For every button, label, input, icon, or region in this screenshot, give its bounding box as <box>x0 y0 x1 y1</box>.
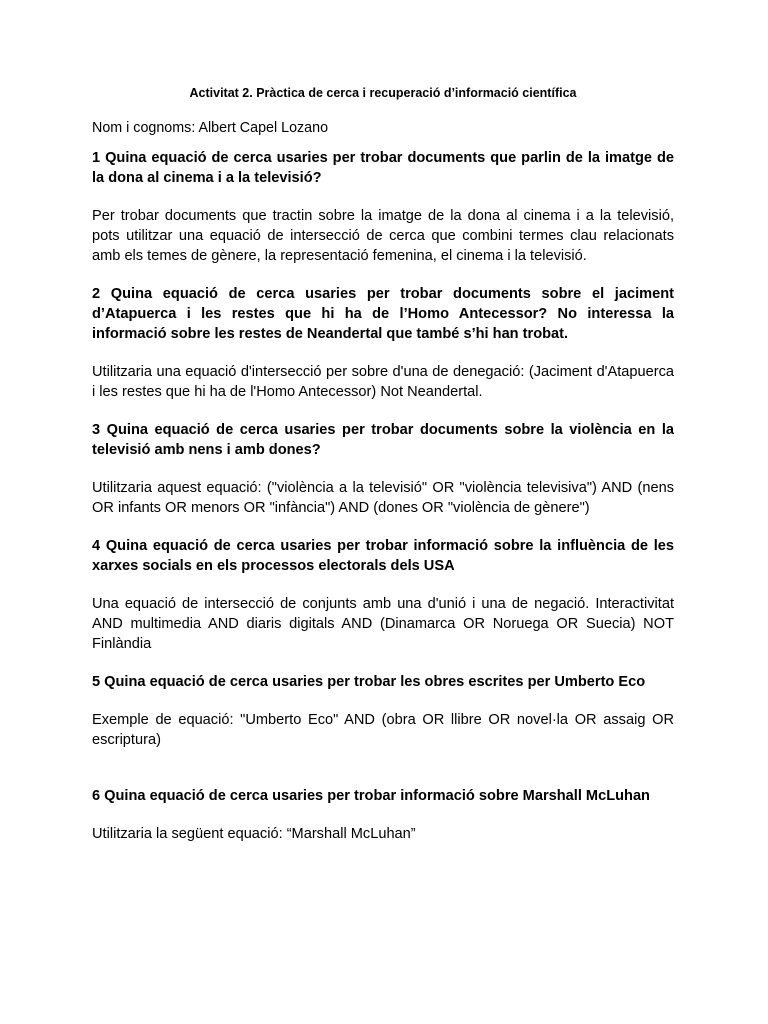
document-title: Activitat 2. Pràctica de cerca i recuperació d’informació científica <box>189 86 577 100</box>
answer-1: Per trobar documents que tractin sobre la imatge de la dona al cinema i a la televisió, pots utilitzar una equació de intersecció de cerca que combini termes clau relacionats amb els temes de gènere, la representació femenina, el cinema i la televisió. <box>92 208 674 264</box>
answer-6: Utilitzaria la següent equació: “Marshall McLuhan” <box>92 826 416 842</box>
answer-2: Utilitzaria una equació d'intersecció per sobre d'una de denegació: (Jaciment d'Atapuerca i les restes que hi ha de l'Homo Antecessor) Not Neandertal. <box>92 364 674 400</box>
author-line: Nom i cognoms: Albert Capel Lozano <box>92 120 329 136</box>
question-2: 2 Quina equació de cerca usaries per trobar documents sobre el jaciment d’Atapuerca i les restes que hi ha de l’Homo Antecessor? No interessa la informació sobre les restes de Neandertal que també s’hi han trobat. <box>92 286 674 342</box>
question-5: 5 Quina equació de cerca usaries per trobar les obres escrites per Umberto Eco <box>92 674 646 690</box>
question-1: 1 Quina equació de cerca usaries per trobar documents que parlin de la imatge de la dona al cinema i a la televisió? <box>92 150 674 186</box>
answer-4: Una equació de intersecció de conjunts amb una d'unió i una de negació. Interactivitat AND multimedia AND diaris digitals AND (Dinamarca OR Noruega OR Suecia) NOT Finlàndia <box>92 596 674 652</box>
document-page <box>92 84 674 844</box>
question-4: 4 Quina equació de cerca usaries per trobar informació sobre la influència de les xarxes socials en els processos electorals dels USA <box>92 538 674 574</box>
question-3: 3 Quina equació de cerca usaries per trobar documents sobre la violència en la televisió amb nens i amb dones? <box>92 422 674 458</box>
answer-3: Utilitzaria aquest equació: ("violència a la televisió" OR "violència televisiva") AND (nens OR infants OR menors OR "infància") AND (dones OR "violència de gènere") <box>92 480 674 516</box>
question-6: 6 Quina equació de cerca usaries per trobar informació sobre Marshall McLuhan <box>92 788 650 804</box>
answer-5: Exemple de equació: "Umberto Eco" AND (obra OR llibre OR novel·la OR assaig OR escriptura) <box>92 712 674 748</box>
